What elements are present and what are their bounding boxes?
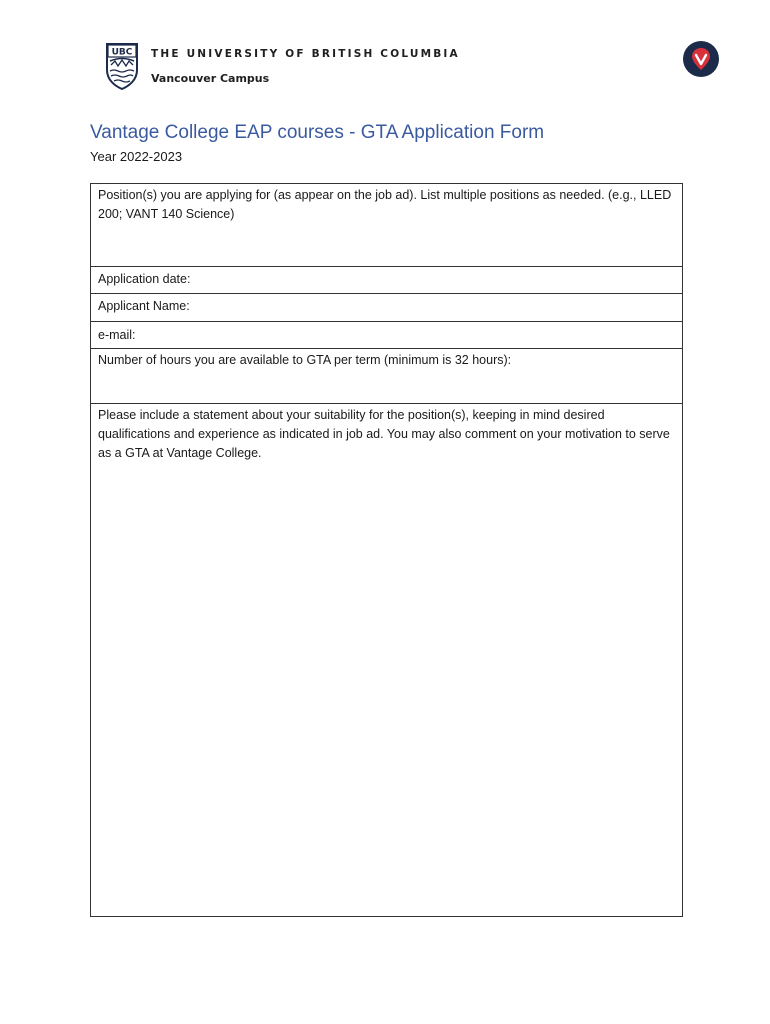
email-field[interactable] [91,322,682,349]
university-header [105,42,460,92]
suitability-statement-label: Please include a statement about your suitability for the position(s), keeping in mind desired qualifications and experience as indicated in job ad. You may also comment on your motivation to serve as a GTA at Vantage College. [98,408,670,460]
application-date-label: Application date: [98,272,191,286]
email-label: e-mail: [98,328,136,342]
page-title: Vantage College EAP courses - GTA Application Form [90,122,545,143]
suitability-statement-field[interactable] [91,404,682,916]
crest-text: UBC [111,47,133,58]
campus-name: Vancouver Campus [151,72,270,85]
hours-available-field[interactable] [91,349,682,404]
application-date-field[interactable] [91,267,682,294]
university-text [151,42,460,85]
university-name: THE UNIVERSITY OF BRITISH COLUMBIA [151,48,460,60]
application-form-table [90,183,683,917]
applicant-name-label: Applicant Name: [98,299,190,313]
positions-label: Position(s) you are applying for (as appear on the job ad). List multiple positions as needed. (e.g., LLED 200; VANT 140 Science) [98,188,672,221]
academic-year: Year 2022-2023 [90,149,183,164]
applicant-name-field[interactable] [91,294,682,322]
ubc-crest-icon [105,42,139,90]
location-pin-icon [683,41,719,77]
hours-available-label: Number of hours you are available to GTA per term (minimum is 32 hours): [98,353,512,367]
positions-field[interactable] [91,184,682,267]
